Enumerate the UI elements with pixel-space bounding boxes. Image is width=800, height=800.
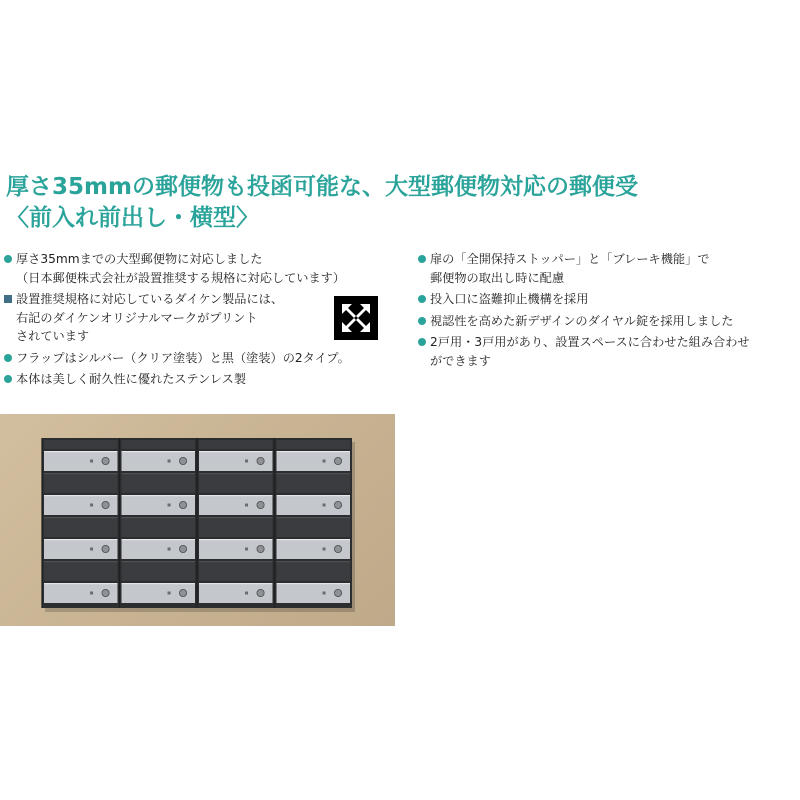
bullet-text-line: 2戸用・3戸用があり、設置スペースに合わせた組み合わせ bbox=[430, 335, 750, 349]
circle-bullet-icon bbox=[4, 255, 12, 263]
flap-highlight bbox=[44, 561, 118, 562]
circle-bullet-icon bbox=[4, 354, 12, 362]
flap-highlight bbox=[44, 451, 118, 452]
feature-bullet bbox=[418, 333, 798, 370]
feature-bullet bbox=[4, 349, 394, 368]
title-line-1: 厚さ35mmの郵便物も投函可能な、大型郵便物対応の郵便受 bbox=[6, 174, 638, 200]
circle-bullet-icon bbox=[418, 295, 426, 303]
circle-bullet-icon bbox=[418, 317, 426, 325]
name-plate bbox=[90, 460, 93, 463]
flap-highlight bbox=[277, 495, 351, 496]
bullet-text-line: ができます bbox=[430, 353, 491, 368]
flap-highlight bbox=[122, 451, 196, 452]
bullet-text-line: フラップはシルバー（クリア塗装）と黒（塗装）の2タイプ。 bbox=[16, 350, 350, 365]
bullet-text-line: 扉の「全開保持ストッパー」と「ブレーキ機能」で bbox=[430, 252, 710, 266]
name-plate bbox=[245, 548, 248, 551]
flap-highlight bbox=[277, 539, 351, 540]
name-plate bbox=[168, 504, 171, 507]
top-band bbox=[277, 440, 351, 449]
flap-highlight bbox=[122, 539, 196, 540]
dial-lock-icon bbox=[179, 457, 186, 464]
bullet-text-line: 設置推奨規格に対応しているダイケン製品には、 bbox=[16, 292, 284, 306]
name-plate bbox=[90, 592, 93, 595]
flap-highlight bbox=[122, 561, 196, 562]
dial-lock-icon bbox=[102, 501, 109, 508]
mailbox-flap bbox=[277, 473, 351, 493]
dial-lock-icon bbox=[102, 545, 109, 552]
flap-highlight bbox=[44, 517, 118, 518]
bullet-text-line: 本体は美しく耐久性に優れたステンレス製 bbox=[16, 372, 247, 386]
flap-highlight bbox=[122, 583, 196, 584]
dial-lock-icon bbox=[102, 457, 109, 464]
dial-lock-icon bbox=[334, 457, 341, 464]
name-plate bbox=[168, 460, 171, 463]
name-plate bbox=[323, 592, 326, 595]
mailbox-flap bbox=[44, 473, 118, 493]
name-plate bbox=[245, 504, 248, 507]
flap-highlight bbox=[44, 583, 118, 584]
feature-bullet bbox=[418, 290, 798, 309]
top-band bbox=[122, 440, 196, 449]
flap-highlight bbox=[122, 473, 196, 474]
name-plate bbox=[90, 548, 93, 551]
dial-lock-icon bbox=[257, 545, 264, 552]
feature-bullet bbox=[4, 370, 394, 389]
flap-highlight bbox=[277, 517, 351, 518]
dial-lock-icon bbox=[334, 589, 341, 596]
mailbox-flap bbox=[122, 517, 196, 537]
flap-highlight bbox=[277, 561, 351, 562]
flap-highlight bbox=[277, 583, 351, 584]
bullet-text-line: されています bbox=[16, 329, 90, 343]
name-plate bbox=[90, 504, 93, 507]
flap-highlight bbox=[199, 517, 273, 518]
flap-highlight bbox=[122, 495, 196, 496]
mailbox-flap bbox=[199, 517, 273, 537]
name-plate bbox=[168, 592, 171, 595]
bullet-text-line: 厚さ35mmまでの大型郵便物に対応しました bbox=[16, 252, 263, 266]
feature-list-right bbox=[418, 250, 798, 373]
flap-highlight bbox=[44, 539, 118, 540]
page-title bbox=[6, 172, 796, 234]
bullet-text-line: 視認性を高めた新デザインのダイヤル錠を採用しました bbox=[430, 313, 734, 328]
name-plate bbox=[245, 592, 248, 595]
bullet-text-line: 右記のダイケンオリジナルマークがプリント bbox=[16, 310, 258, 325]
name-plate bbox=[168, 548, 171, 551]
circle-bullet-icon bbox=[418, 255, 426, 263]
mailbox-flap bbox=[277, 517, 351, 537]
mailbox-unit-photo bbox=[0, 414, 395, 626]
top-band bbox=[44, 440, 118, 449]
name-plate bbox=[323, 460, 326, 463]
bullet-text-line: 郵便物の取出し時に配慮 bbox=[430, 270, 565, 285]
mailbox-flap bbox=[44, 517, 118, 537]
circle-bullet-icon bbox=[418, 338, 426, 346]
mailbox-flap bbox=[122, 473, 196, 493]
flap-highlight bbox=[277, 473, 351, 474]
dial-lock-icon bbox=[334, 501, 341, 508]
mailbox-flap bbox=[122, 561, 196, 581]
flap-highlight bbox=[199, 451, 273, 452]
dial-lock-icon bbox=[257, 501, 264, 508]
feature-bullet bbox=[418, 250, 798, 287]
mailbox-flap bbox=[44, 561, 118, 581]
dial-lock-icon bbox=[334, 545, 341, 552]
dial-lock-icon bbox=[179, 545, 186, 552]
flap-highlight bbox=[44, 495, 118, 496]
mailbox-flap bbox=[199, 473, 273, 493]
mailbox-flap bbox=[277, 561, 351, 581]
daiken-original-mark-icon bbox=[334, 296, 378, 340]
name-plate bbox=[323, 504, 326, 507]
flap-highlight bbox=[199, 473, 273, 474]
flap-highlight bbox=[199, 495, 273, 496]
dial-lock-icon bbox=[102, 589, 109, 596]
square-bullet-icon bbox=[4, 295, 12, 303]
flap-highlight bbox=[44, 473, 118, 474]
dial-lock-icon bbox=[179, 589, 186, 596]
flap-highlight bbox=[122, 517, 196, 518]
flap-highlight bbox=[199, 539, 273, 540]
bullet-text-line: 投入口に盗難抑止機構を採用 bbox=[430, 292, 589, 306]
dial-lock-icon bbox=[257, 589, 264, 596]
bullet-text-line: （日本郵便株式会社が設置推奨する規格に対応しています） bbox=[16, 270, 346, 285]
dial-lock-icon bbox=[179, 501, 186, 508]
flap-highlight bbox=[199, 583, 273, 584]
circle-bullet-icon bbox=[4, 375, 12, 383]
flap-highlight bbox=[277, 451, 351, 452]
title-line-2: 〈前入れ前出し・横型〉 bbox=[6, 205, 259, 231]
feature-bullet bbox=[4, 250, 394, 287]
feature-bullet bbox=[418, 312, 798, 331]
flap-highlight bbox=[199, 561, 273, 562]
name-plate bbox=[245, 460, 248, 463]
mailbox-flap bbox=[199, 561, 273, 581]
name-plate bbox=[323, 548, 326, 551]
dial-lock-icon bbox=[257, 457, 264, 464]
top-band bbox=[199, 440, 273, 449]
